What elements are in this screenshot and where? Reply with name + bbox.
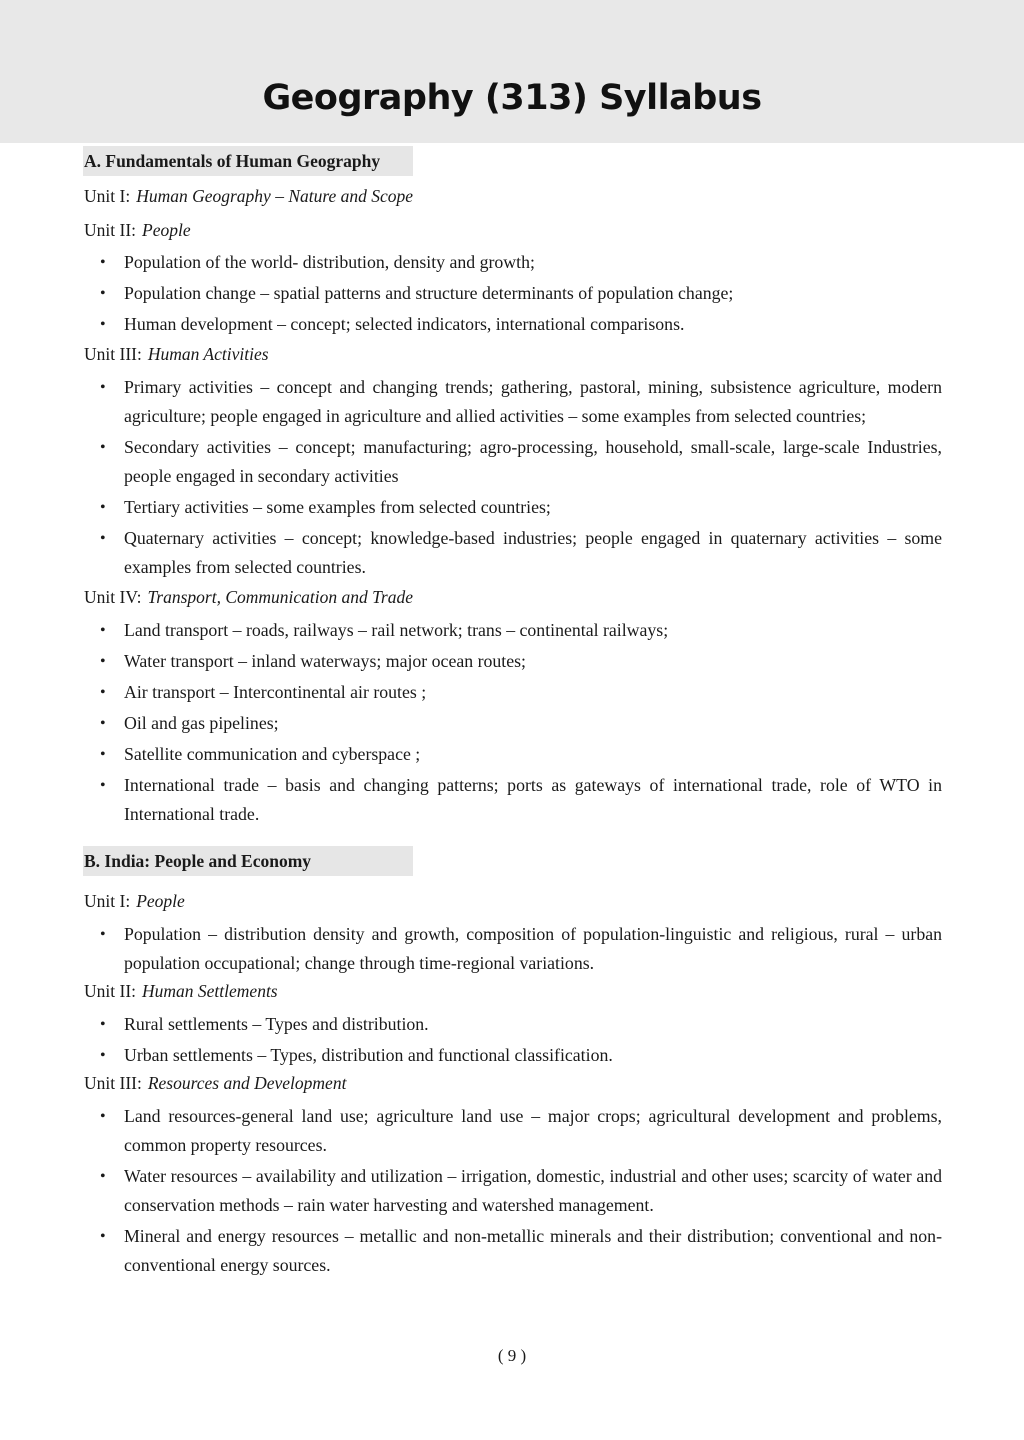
bullet-icon: • bbox=[100, 316, 106, 333]
list-item-text: Land transport – roads, railways – rail network; trans – continental railways; bbox=[124, 620, 669, 640]
list-item bbox=[84, 279, 942, 308]
list-item bbox=[84, 433, 942, 491]
list-item-text: Air transport – Intercontinental air routes ; bbox=[124, 682, 427, 702]
unit-label: Unit I: bbox=[84, 186, 131, 206]
unit-label: Unit I: bbox=[84, 891, 131, 911]
bullet-icon: • bbox=[100, 1108, 106, 1125]
header-band bbox=[0, 0, 1024, 143]
list-item bbox=[84, 920, 942, 978]
list-item-text: Land resources-general land use; agriculture land use – major crops; agricultural development and problems, common property resources. bbox=[124, 1106, 942, 1155]
list-item bbox=[84, 1010, 942, 1039]
unit-title: People bbox=[136, 891, 185, 911]
list-item bbox=[84, 248, 942, 277]
unit-title: People bbox=[142, 220, 191, 240]
unit-label: Unit IV: bbox=[84, 587, 142, 607]
list-item-text: Water resources – availability and utilization – irrigation, domestic, industrial and other uses; scarcity of water and conservation methods – rain water harvesting and watershed management. bbox=[124, 1166, 942, 1215]
unit-item-list bbox=[84, 920, 942, 978]
unit-title: Resources and Development bbox=[147, 1073, 347, 1093]
list-item-text: Secondary activities – concept; manufacturing; agro-processing, household, small-scale, large-scale Industries, people engaged in secondary activities bbox=[124, 437, 942, 486]
list-item bbox=[84, 1102, 942, 1160]
unit-title: Human Geography – Nature and Scope bbox=[136, 186, 414, 206]
unit-title: Human Settlements bbox=[142, 981, 278, 1001]
unit-item-list bbox=[84, 1010, 942, 1070]
list-item bbox=[84, 310, 942, 339]
unit-label: Unit III: bbox=[84, 1073, 142, 1093]
unit-label: Unit III: bbox=[84, 344, 142, 364]
unit-heading bbox=[84, 343, 942, 365]
list-item bbox=[84, 1222, 942, 1280]
list-item bbox=[84, 1162, 942, 1220]
list-item-text: Population change – spatial patterns and structure determinants of population change; bbox=[124, 283, 734, 303]
unit-title: Human Activities bbox=[147, 344, 269, 364]
list-item-text: Oil and gas pipelines; bbox=[124, 713, 279, 733]
list-item-text: International trade – basis and changing patterns; ports as gateways of international trade, role of WTO in International trade. bbox=[124, 775, 942, 824]
list-item bbox=[84, 373, 942, 431]
list-item bbox=[84, 493, 942, 522]
unit-title: Transport, Communication and Trade bbox=[147, 587, 413, 607]
bullet-icon: • bbox=[100, 1228, 106, 1245]
unit-label: Unit II: bbox=[84, 220, 137, 240]
list-item-text: Population – distribution density and growth, composition of population-linguistic and religious, rural – urban population occupational; change through time-regional variations. bbox=[124, 924, 942, 973]
bullet-icon: • bbox=[100, 653, 106, 670]
bullet-icon: • bbox=[100, 1016, 106, 1033]
page-title: Geography (313) Syllabus bbox=[262, 78, 762, 118]
page-number: ( 9 ) bbox=[497, 1346, 527, 1365]
section-heading-a: A. Fundamentals of Human Geography bbox=[83, 146, 413, 176]
list-item-text: Tertiary activities – some examples from selected countries; bbox=[124, 497, 551, 517]
list-item bbox=[84, 1041, 942, 1070]
unit-heading bbox=[84, 890, 942, 912]
list-item bbox=[84, 524, 942, 582]
syllabus-content bbox=[84, 143, 942, 1282]
bullet-icon: • bbox=[100, 499, 106, 516]
bullet-icon: • bbox=[100, 1047, 106, 1064]
unit-item-list bbox=[84, 616, 942, 829]
unit-item-list bbox=[84, 373, 942, 582]
list-item-text: Population of the world- distribution, density and growth; bbox=[124, 252, 535, 272]
list-item-text: Urban settlements – Types, distribution and functional classification. bbox=[124, 1045, 613, 1065]
list-item bbox=[84, 740, 942, 769]
list-item bbox=[84, 771, 942, 829]
bullet-icon: • bbox=[100, 926, 106, 943]
bullet-icon: • bbox=[100, 715, 106, 732]
unit-item-list bbox=[84, 1102, 942, 1280]
list-item bbox=[84, 647, 942, 676]
section-heading-b: B. India: People and Economy bbox=[83, 846, 413, 876]
list-item-text: Mineral and energy resources – metallic and non-metallic minerals and their distribution; conventional and non-conventional energy sources. bbox=[124, 1226, 942, 1275]
list-item bbox=[84, 616, 942, 645]
unit-heading bbox=[84, 586, 942, 608]
bullet-icon: • bbox=[100, 530, 106, 547]
bullet-icon: • bbox=[100, 1168, 106, 1185]
bullet-icon: • bbox=[100, 285, 106, 302]
list-item-text: Water transport – inland waterways; major ocean routes; bbox=[124, 651, 526, 671]
unit-item-list bbox=[84, 248, 942, 339]
bullet-icon: • bbox=[100, 622, 106, 639]
list-item bbox=[84, 678, 942, 707]
bullet-icon: • bbox=[100, 379, 106, 396]
bullet-icon: • bbox=[100, 777, 106, 794]
bullet-icon: • bbox=[100, 746, 106, 763]
unit-label: Unit II: bbox=[84, 981, 137, 1001]
bullet-icon: • bbox=[100, 254, 106, 271]
list-item-text: Primary activities – concept and changing trends; gathering, pastoral, mining, subsistence agriculture, modern agriculture; people engaged in agriculture and allied activities – some examples from selected countries; bbox=[124, 377, 942, 426]
unit-heading bbox=[84, 980, 942, 1002]
unit-heading bbox=[84, 219, 942, 241]
list-item-text: Human development – concept; selected indicators, international comparisons. bbox=[124, 314, 685, 334]
list-item-text: Rural settlements – Types and distribution. bbox=[124, 1014, 429, 1034]
list-item bbox=[84, 709, 942, 738]
unit-heading bbox=[84, 1072, 942, 1094]
bullet-icon: • bbox=[100, 439, 106, 456]
unit-heading bbox=[84, 185, 942, 207]
list-item-text: Quaternary activities – concept; knowledge-based industries; people engaged in quaternary activities – some examples from selected countries. bbox=[124, 528, 942, 577]
bullet-icon: • bbox=[100, 684, 106, 701]
list-item-text: Satellite communication and cyberspace ; bbox=[124, 744, 421, 764]
